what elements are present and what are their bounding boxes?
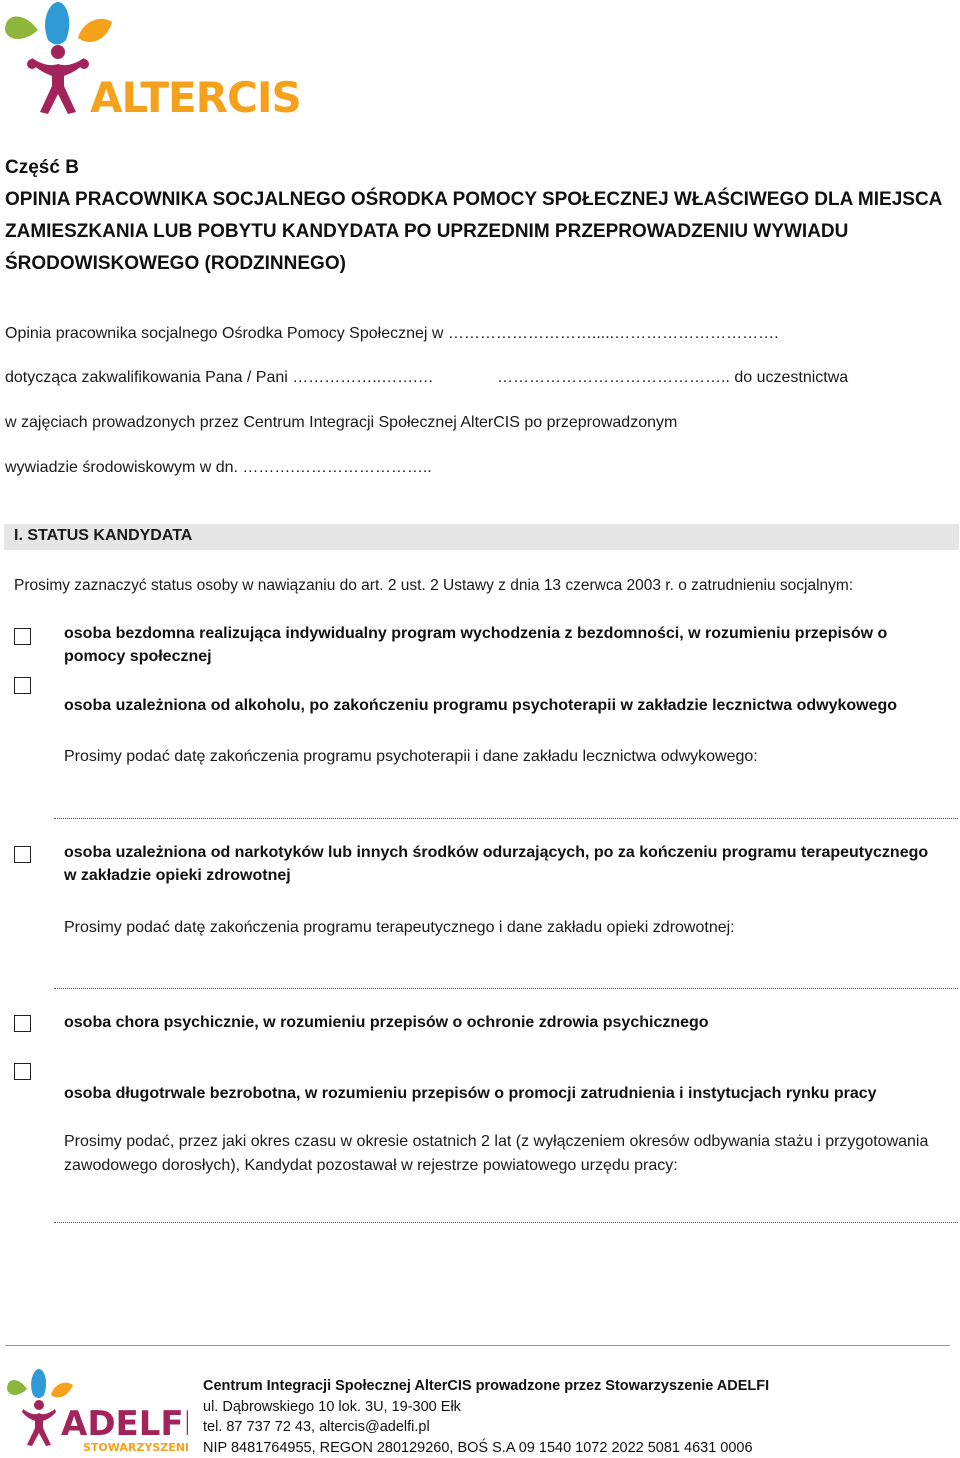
altercis-logo-mark	[0, 0, 300, 122]
footer-rule	[5, 1345, 950, 1346]
option-alcohol: osoba uzależniona od alkoholu, po zakończeniu programu psychoterapii w zakładzie lecznictwa odwykowego	[64, 694, 944, 717]
ask-unemployed: Prosimy podać, przez jaki okres czasu w okresie ostatnich 2 lat (z wyłączeniem okresów odbywania stażu i przygotowania zawodowego dorosłych), Kandydat pozostawał w rejestrze powiatowego urzędu pracy:	[64, 1130, 944, 1178]
option-drugs: osoba uzależniona od narkotyków lub innych środków odurzających, po za kończeniu programu terapeutycznego w zakładzie opieki zdrowotnej	[64, 841, 944, 887]
option-homeless: osoba bezdomna realizująca indywidualny program wychodzenia z bezdomności, w rozumieniu przepisów o pomocy społecznej	[64, 622, 944, 668]
intro-line-date[interactable]: wywiadzie środowiskowym w dn. ……….……………………..	[5, 459, 432, 477]
checkbox-mental[interactable]	[14, 1015, 31, 1032]
checkbox-drugs[interactable]	[14, 846, 31, 863]
adelfi-logo-mark	[3, 1365, 188, 1453]
footer-phone-email[interactable]: tel. 87 737 72 43, altercis@adelfi.pl	[203, 1417, 769, 1438]
title-line-1: OPINIA PRACOWNIKA SOCJALNEGO OŚRODKA POMOCY SPOŁECZNEJ WŁAŚCIWEGO DLA MIEJSCA	[5, 184, 945, 216]
intro-line-ops[interactable]: Opinia pracownika socjalnego Ośrodka Pomocy Społecznej w ……………………….....………………………….	[5, 325, 779, 343]
section-note: Prosimy zaznaczyć status osoby w nawiązaniu do art. 2 ust. 2 Ustawy z dnia 13 czerwca 2003 r. o zatrudnieniu socjalnym:	[14, 577, 853, 595]
altercis-logo	[0, 0, 300, 122]
checkbox-homeless[interactable]	[14, 628, 31, 645]
intro-line-centrum: w zajęciach prowadzonych przez Centrum Integracji Społecznej AlterCIS po przeprowadzonym	[5, 414, 677, 432]
footer-contact	[203, 1376, 769, 1458]
option-unemployed: osoba długotrwale bezrobotna, w rozumieniu przepisów o promocji zatrudnienia i instytucjach rynku pracy	[64, 1082, 944, 1105]
footer-ids: NIP 8481764955, REGON 280129260, BOŚ S.A 09 1540 1072 2022 5081 4631 0006	[203, 1438, 769, 1458]
title-line-2: ZAMIESZKANIA LUB POBYTU KANDYDATA PO UPRZEDNIM PRZEPROWADZENIU WYWIADU	[5, 216, 945, 248]
fill-line-unemployed[interactable]	[54, 1222, 958, 1223]
fill-line-drugs[interactable]	[54, 988, 958, 989]
logo-wordmark: ALTERCIS	[90, 73, 300, 122]
title-line-3: ŚRODOWISKOWEGO (RODZINNEGO)	[5, 248, 945, 280]
adelfi-subtitle: STOWARZYSZENIE	[83, 1441, 188, 1453]
document-heading	[5, 152, 945, 280]
fill-line-alcohol[interactable]	[54, 818, 958, 819]
ask-alcohol: Prosimy podać datę zakończenia programu psychoterapii i dane zakładu lecznictwa odwykowego:	[64, 745, 944, 769]
intro-line-candidate[interactable]: dotycząca zakwalifikowania Pana / Pani ……………..…….…	[5, 369, 434, 387]
option-mental: osoba chora psychicznie, w rozumieniu przepisów o ochronie zdrowia psychicznego	[64, 1011, 944, 1034]
intro-line-candidate-cont[interactable]: …………………………………….. do uczestnictwa	[497, 369, 848, 387]
footer-address: ul. Dąbrowskiego 10 lok. 3U, 19-300 Ełk	[203, 1397, 769, 1418]
checkbox-unemployed[interactable]	[14, 1063, 31, 1080]
ask-drugs: Prosimy podać datę zakończenia programu terapeutycznego i dane zakładu opieki zdrowotnej:	[64, 916, 944, 940]
adelfi-logo	[3, 1365, 188, 1453]
part-label: Część B	[5, 152, 945, 184]
section-title: I. STATUS KANDYDATA	[14, 527, 192, 545]
footer-org: Centrum Integracji Społecznej AlterCIS prowadzone przez Stowarzyszenie ADELFI	[203, 1376, 769, 1397]
adelfi-wordmark: ADELFI	[61, 1404, 188, 1444]
checkbox-alcohol[interactable]	[14, 677, 31, 694]
